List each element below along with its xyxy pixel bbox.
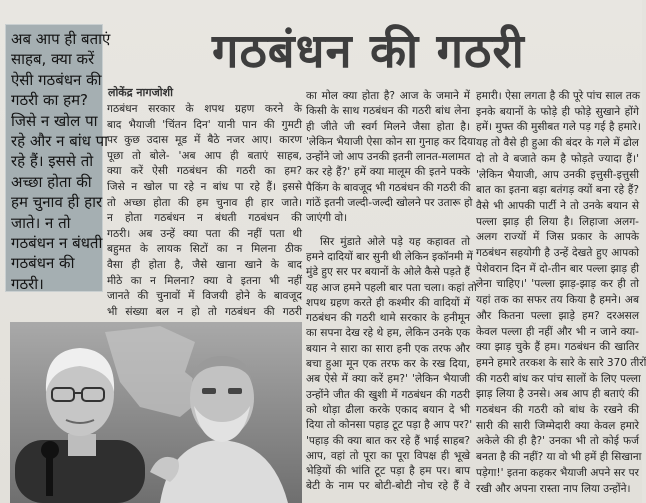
article-line: पर कुछ उदास मूड में बैठे नजर आए। कारण	[107, 134, 302, 147]
paragraph	[107, 102, 302, 320]
article-line: बात का इतना बड़ा बतंगड़ क्यों बना रहे हैं?	[476, 184, 639, 197]
article-line: 'लेकिन भैयाजी ऐसा कोन सा गुनाह कर दिया	[306, 135, 476, 148]
article-line: शपथ ग्रहण करते ही कश्मीर की वादियों में	[306, 296, 470, 309]
article-line: अब ऐसे में क्या करें हम?' 'लेकिन भैयाजी	[306, 373, 470, 386]
article-line: मुंडे हुए सर पर बयानों के ओले कैसे पड़ते हैं	[306, 266, 470, 279]
pull-quote-line: गठरी।	[11, 274, 44, 293]
pull-quote-line: साहब, क्या करें	[11, 50, 95, 69]
article-line: क्या झाड़ चुके हैं हम। गठबंधन की खातिर	[476, 341, 639, 354]
article-line: मीठे का न मिलना? क्या वे इतना भी नहीं	[107, 274, 302, 287]
article-line: बाद भैयाजी 'चिंतन दिन' यानी पान की गुमटी	[107, 118, 302, 131]
article-line: हमें। मुफ्त की मुसीबत गले पड़ गई है हमारे।	[476, 121, 641, 134]
article-line: दो तो वे बजाते कम है फोड़ते ज्यादा हैं।'	[476, 152, 639, 165]
article-line: उन्होंने जो आप उनकी इतनी लानत-मलामत	[306, 151, 471, 164]
headline: गठबंधन की गठरी	[212, 24, 525, 79]
article-line: गठबंधन की गठरी को बांध के रखने की	[476, 404, 639, 417]
article-line: यह तो वैसे ही हुआ की बंदर के गले में ढोल	[476, 137, 639, 150]
article-line: हमारी। ऐसा लगता है की पूरे पांच साल तक	[476, 90, 641, 102]
pull-quote-line: अब आप ही बताएं	[11, 30, 111, 48]
article-line: जानते की चुनावों में विजयी होने के बावजूद	[107, 290, 302, 303]
article-line: वैसे भी आपकी पार्टी ने तो उनके बयान से	[476, 199, 639, 212]
pull-quote-line: अच्छा होता की	[11, 172, 92, 191]
article-line: इनके बयानों के फोड़े ही फोड़े सुखाने होंगे	[476, 105, 639, 118]
article-line: गठरी। अब उन्हें क्या पता की नहीं पता थी	[107, 227, 302, 240]
article-line: तो अच्छा होता की हम चुनाव ही हार जाते।	[107, 196, 302, 209]
article-line: गठबंधन की गठरी थामे सरकार के हनीमून	[306, 312, 470, 325]
paragraph	[476, 89, 646, 497]
article-line: अलग राज्यों में जिस प्रकार के आपके	[476, 231, 639, 244]
article-line: भेड़ियों की भांति टूट पड़ा है हम पर। बाप	[306, 465, 470, 478]
paragraph	[306, 89, 476, 227]
article-line: भी संख्या बल न हो तो गठबंधन की गठरी	[107, 305, 302, 318]
article-line: और कितना पल्ला झाड़े हम? दरअसल	[476, 309, 639, 322]
article-line: बनता है की नहीं? या वो भी हमें ही सिखाना	[476, 451, 642, 464]
article-line: बहुमत के लायक सिटों का न मिलना ठीक	[107, 243, 302, 256]
article-line: 'पहाड़ की क्या बात कर रहे हैं भाई साहब?	[306, 434, 470, 447]
article-line: ही जीते जी स्वर्ग मिलने जैसा होता है।	[306, 120, 470, 133]
pull-quote-line: ऐसी गठबंधन की	[11, 70, 102, 89]
article-line: गठबंधन सरकार के शपथ ग्रहण करने के	[107, 103, 302, 115]
article-line: न होता गठबंधन न बंधती गठबंधन की	[107, 212, 302, 225]
article-line: लेना चाहिए।' 'पल्ला झाड़-झाड़ कर ही तो	[476, 278, 639, 291]
pull-quote-line: गठबंधन की	[11, 254, 75, 273]
article-line: किसी के साथ गठबंधन की गठरी बांध लेना	[306, 105, 470, 118]
article-line: कर रहे हैं?' हमें क्या मालूम की इतने पक्के	[306, 166, 470, 179]
byline: लोकेंद्र नागजोशी	[108, 86, 173, 99]
article-line: क्या करें ऐसी गठबंधन की गठरी का हम?	[107, 165, 302, 178]
article-line: हमने दादियों बार सुनी थी लेकिन इकॉनमी में	[306, 250, 473, 263]
article-line: पूछा तो बोले- 'अब आप ही बताएं साहब,	[107, 149, 302, 162]
article-line: हमने हमारे तरकश के सारे के सारे 370 तीरों	[476, 356, 646, 369]
article-line: झाड़ लिया है उनसे। अब आप ही बताएं की	[476, 388, 639, 401]
article-line: अकेले की ही है?' उनका भी तो कोई फर्ज	[476, 435, 639, 448]
article-line: दिया तो कोनसा पहाड़ टूट पड़ा है आप पर?'	[306, 419, 473, 432]
pull-quote-line: रहे और न बांध पा	[11, 132, 109, 151]
pull-quote-line: गठबंधन न बंधती	[11, 234, 103, 253]
article-column-3	[476, 89, 646, 501]
article-line: सिर मुंडाते ओले पड़े यह कहावत तो	[320, 235, 470, 248]
article-line: 'लेकिन भैयाजी, आप उनकी इत्तुसी-इत्तुसी	[476, 168, 639, 181]
pull-quote-line: गठरी का हम?	[11, 91, 89, 110]
article-line: की गठरी बांध कर पांच सालों के लिए पल्ला	[476, 372, 641, 385]
pull-quote-line: रहे हैं। इससे तो	[11, 152, 94, 171]
article-line: गांठें इतनी जल्दी-जल्दी खोलने पर उतारू हो	[306, 197, 473, 210]
article-line: बयान ने सारा का सारा हनी एक तरफ और	[306, 342, 470, 355]
article-line: उन्होंने जीत की खुशी में गठबंधन की गठरी	[306, 388, 470, 401]
article-line: गठबंधन सहयोगी है उन्हें देखते हुए आपको	[476, 247, 639, 260]
article-line: जिसे न खोल पा रहे न बांध पा रहे हैं। इससे	[107, 180, 302, 193]
article-line: यह आज हमने पहली बार पता चला। कहां तो	[306, 281, 477, 294]
article-line: का मोल क्या होता है? आज के जमाने में	[306, 90, 470, 102]
pull-quote-line: जिसे न खोल पा	[11, 111, 98, 130]
pull-quote-box	[5, 24, 111, 293]
article-line: वैसा ही होता है, जैसे खाना खाने के बाद	[107, 258, 302, 271]
article-line: का सपना देख रहे थे हम, लेकिन उनके एक	[306, 327, 470, 340]
article-line: रखी और अपना रास्ता नाप लिया उन्होंने।	[476, 482, 631, 495]
article-column-2	[306, 89, 477, 501]
article-line: को थोड़ा ढीला करके एकाद बयान दे भी	[306, 403, 470, 416]
article-line: यहां तक का सफर तय किया है हमने। अब	[476, 294, 639, 307]
article-line: पेशेवरान दिन में दो-तीन बार पल्ला झाड़ ही	[476, 262, 639, 275]
article-line: सारी की सारी जिम्मेदारी क्या केवल हमारे	[476, 419, 639, 432]
article-line: पड़ेगा!' इतना कहकर भैयाजी अपने सर पर	[476, 466, 639, 479]
pull-quote-line: हम चुनाव ही हार	[11, 193, 103, 212]
article-line: पैकिंग के बावजूद भी गठबंधन की गठरी की	[306, 181, 471, 194]
article-line: बचा हुआ मून एक तरफ कर के रख दिया,	[306, 358, 470, 371]
news-photo	[10, 322, 302, 503]
article-line: बेटी के नाम पर बोटी-बोटी नोच रहे हैं वे	[306, 480, 470, 493]
article-line: केवल पल्ला ही नहीं और भी न जाने क्या-	[476, 325, 639, 338]
article-line: जाएंगी वो।	[306, 212, 348, 225]
paragraph	[306, 235, 477, 495]
photo-graphic	[10, 322, 302, 503]
article-column-1	[107, 102, 302, 322]
article-line: आप, वहां तो पूरा का पूरा विपक्ष ही भूखे	[306, 449, 470, 462]
pull-quote-line: जाते। न तो	[11, 213, 71, 232]
article-line: पल्ला झाड़ ही लिया है। लिहाजा अलग-	[476, 215, 639, 228]
